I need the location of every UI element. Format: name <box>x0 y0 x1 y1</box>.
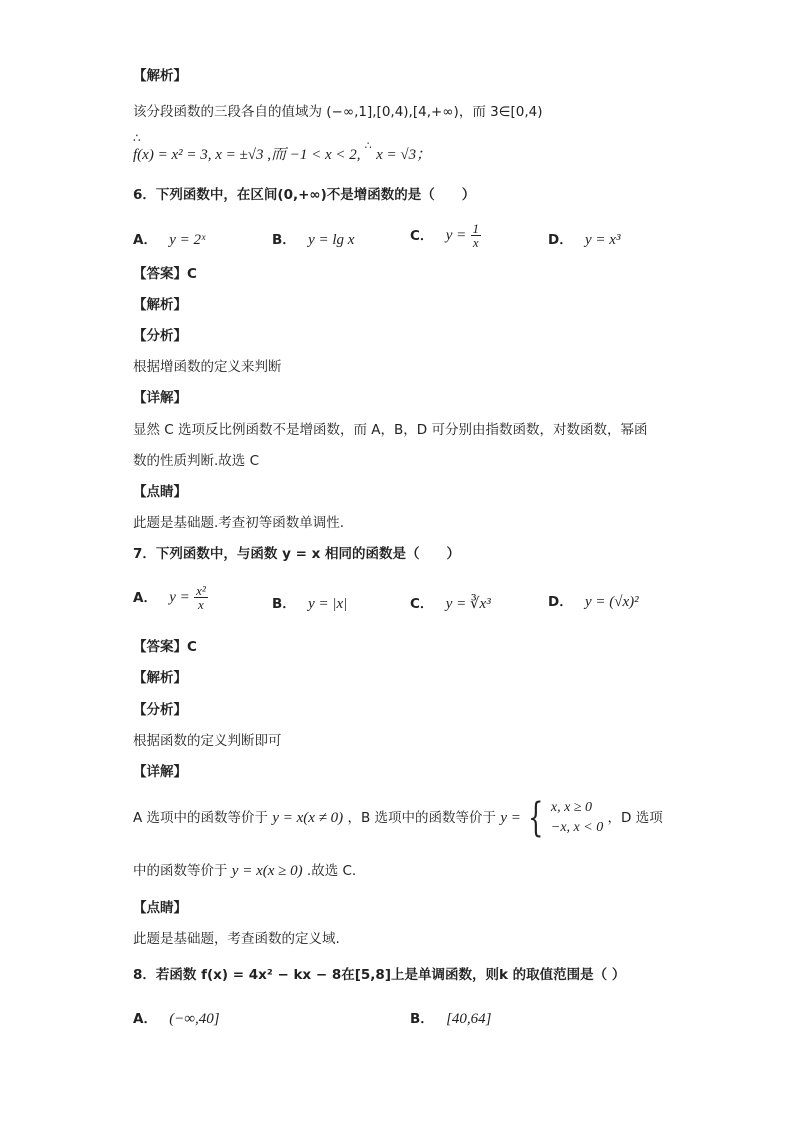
q6-question: 6．下列函数中，在区间(0,+∞)不是增函数的是（ ） <box>133 187 476 203</box>
fraction <box>194 584 208 611</box>
q6-detail-line-2: 数的性质判断.故选 C <box>133 453 260 469</box>
option-prefix: y = <box>169 589 190 606</box>
q8-option-b[interactable] <box>410 1007 492 1028</box>
option-expr: y = (√x)² <box>585 594 639 610</box>
detail-text: .故选 C. <box>306 863 357 879</box>
option-label: B． <box>410 1011 434 1027</box>
q7-comment-text: 此题是基础题，考查函数的定义域. <box>133 931 340 947</box>
q7-analysis-heading: 【解析】 <box>133 670 187 686</box>
option-label: C． <box>410 596 434 612</box>
option-label: D． <box>548 232 573 248</box>
q8-option-a[interactable] <box>133 1007 220 1028</box>
left-brace: { <box>528 795 544 841</box>
q7-comment-heading: 【点睛】 <box>133 900 187 916</box>
q7-question: 7．下列函数中，与函数 y = x 相同的函数是（ ） <box>133 546 461 562</box>
piecewise-cases <box>551 798 603 838</box>
q6-option-a[interactable] <box>133 228 205 249</box>
q6-answer: 【答案】C <box>133 266 197 282</box>
option-expr: y = 2ˣ <box>169 232 206 248</box>
q7-option-a[interactable] <box>133 584 208 611</box>
option-expr: [40,64] <box>446 1011 492 1027</box>
option-expr: y = ∛x³ <box>445 596 491 612</box>
option-label: A． <box>133 589 157 606</box>
q7-option-c[interactable] <box>410 592 491 613</box>
option-label: B． <box>272 596 296 612</box>
fraction-numerator: 1 <box>472 221 480 236</box>
q6-analysis-heading: 【解析】 <box>133 297 187 313</box>
q8-question: 8．若函数 f(x) = 4x² − kx − 8在[5,8]上是单调函数，则k 的取值范围是（ ） <box>133 967 626 983</box>
q6-comment-heading: 【点睛】 <box>133 484 187 500</box>
therefore-symbol-2: ∴ <box>364 139 372 152</box>
q7-answer: 【答案】C <box>133 639 197 655</box>
option-expr: (−∞,40] <box>169 1011 220 1027</box>
detail-text: 中的函数等价于 <box>133 863 228 879</box>
q7-detail-heading: 【详解】 <box>133 764 187 780</box>
q6-option-d[interactable] <box>548 228 620 249</box>
section5-analysis-heading: 【解析】 <box>133 68 187 84</box>
option-expr: y = lg x <box>308 232 355 248</box>
detail-text: ，D 选项 <box>607 810 663 826</box>
q6-comment-text: 此题是基础题.考查初等函数单调性. <box>133 515 345 531</box>
option-prefix: y = <box>445 227 467 244</box>
fraction <box>471 222 482 249</box>
option-label: D． <box>548 594 573 610</box>
q7-option-b[interactable] <box>272 592 347 613</box>
option-expr: y = |x| <box>308 596 348 612</box>
fraction-numerator: x² <box>196 583 206 598</box>
q6-breakdown-heading: 【分析】 <box>133 328 187 344</box>
case-2: −x, x < 0 <box>550 820 604 835</box>
detail-math: y = <box>500 810 521 826</box>
q6-breakdown-text: 根据增函数的定义来判断 <box>133 359 282 375</box>
therefore-symbol-1: ∴ <box>133 131 141 145</box>
option-label: A． <box>133 232 157 248</box>
detail-text: A 选项中的函数等价于 <box>133 810 269 826</box>
option-label: A． <box>133 1011 157 1027</box>
option-label: C． <box>410 227 434 244</box>
section5-range-text: 该分段函数的三段各自的值域为 (−∞,1],[0,4),[4,+∞)，而 3∈[0,4) <box>133 104 543 120</box>
fraction-denominator: x <box>471 235 482 249</box>
fraction-denominator: x <box>194 597 208 611</box>
option-label: B． <box>272 232 296 248</box>
q7-detail-line-1 <box>133 796 663 840</box>
q6-option-c[interactable] <box>410 222 481 249</box>
q7-breakdown-heading: 【分析】 <box>133 702 187 718</box>
q7-breakdown-text: 根据函数的定义判断即可 <box>133 733 282 749</box>
q7-option-d[interactable] <box>548 590 639 611</box>
detail-math: y = x(x ≠ 0) <box>272 810 344 826</box>
detail-math: y = x(x ≥ 0) <box>231 863 303 879</box>
case-1: x, x ≥ 0 <box>550 800 593 815</box>
option-expr: y = x³ <box>585 232 621 248</box>
detail-text: ，B 选项中的函数等价于 <box>347 810 497 826</box>
section5-equation: f(x) = x² = 3, x = ±√3 ,而 −1 < x < 2, <box>133 147 361 163</box>
section5-result: x = √3； <box>376 147 432 163</box>
section5-solution-line <box>133 139 432 166</box>
q6-detail-heading: 【详解】 <box>133 390 187 406</box>
q6-detail-line-1: 显然 C 选项反比例函数不是增函数，而 A，B，D 可分别由指数函数，对数函数，幂函 <box>133 422 648 438</box>
q6-option-b[interactable] <box>272 228 354 249</box>
q7-detail-line-2 <box>133 861 356 881</box>
